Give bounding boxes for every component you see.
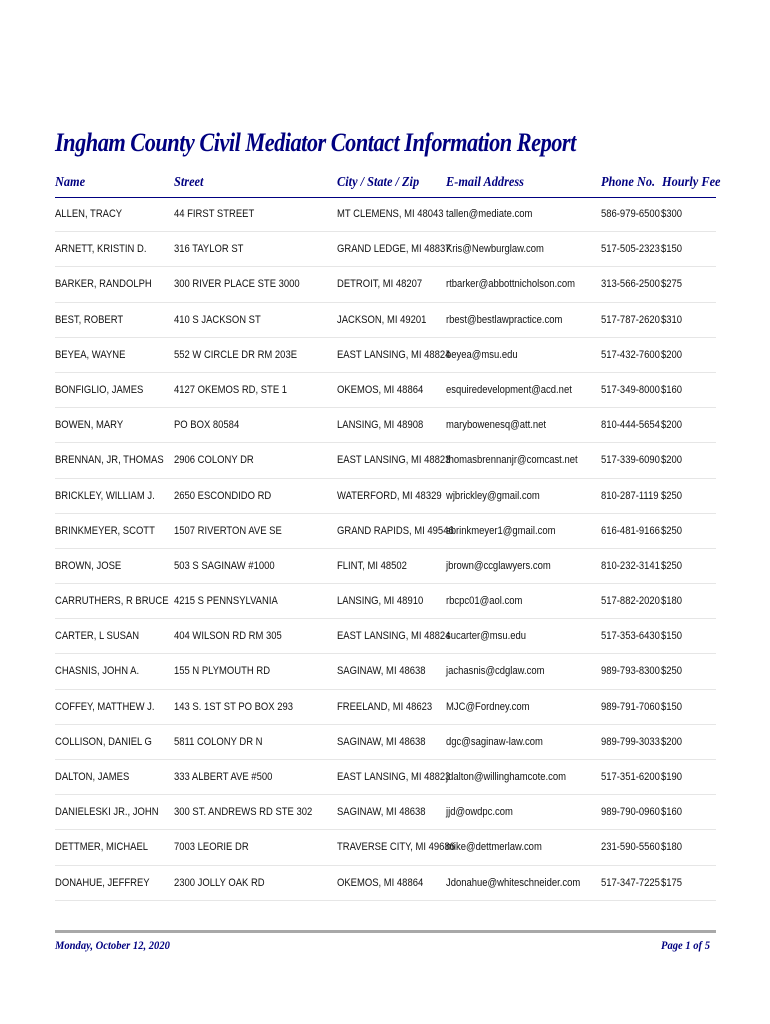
cell-phone: 517-787-2620 [601, 313, 660, 326]
header-city: City / State / Zip [337, 175, 420, 190]
cell-name: BONFIGLIO, JAMES [55, 383, 144, 396]
cell-name: ALLEN, TRACY [55, 208, 123, 220]
cell-fee: $150 [661, 700, 683, 713]
cell-phone: 517-351-6200 [601, 771, 660, 783]
cell-street: 4215 S PENNSYLVANIA [174, 595, 278, 608]
cell-email: esquiredevelopment@acd.net [446, 383, 572, 396]
cell-name: ARNETT, KRISTIN D. [55, 243, 147, 256]
cell-street: 7003 LEORIE DR [174, 841, 249, 854]
footer-page-number: Page 1 of 5 [661, 938, 710, 952]
cell-street: 5811 COLONY DR N [174, 735, 263, 748]
cell-city: EAST LANSING, MI 48823 [337, 771, 451, 783]
cell-email: sbrinkmeyer1@gmail.com [446, 524, 556, 537]
cell-fee: $300 [661, 208, 683, 220]
cell-city: EAST LANSING, MI 48823 [337, 454, 451, 467]
table-row [55, 267, 716, 302]
cell-email: beyea@msu.edu [446, 348, 518, 361]
cell-street: PO BOX 80584 [174, 419, 240, 432]
table-row [55, 654, 716, 689]
cell-city: OKEMOS, MI 48864 [337, 876, 424, 889]
cell-phone: 231-590-5560 [601, 841, 660, 854]
cell-phone: 517-349-8000 [601, 383, 660, 396]
cell-fee: $250 [661, 524, 683, 537]
cell-street: 503 S SAGINAW #1000 [174, 559, 275, 572]
cell-city: GRAND RAPIDS, MI 49546 [337, 524, 454, 537]
cell-name: BOWEN, MARY [55, 419, 124, 432]
cell-city: LANSING, MI 48908 [337, 419, 424, 432]
cell-city: TRAVERSE CITY, MI 49686 [337, 841, 455, 854]
cell-city: OKEMOS, MI 48864 [337, 383, 424, 396]
cell-phone: 517-882-2020 [601, 595, 660, 608]
cell-street: 404 WILSON RD RM 305 [174, 630, 282, 643]
cell-name: BEYEA, WAYNE [55, 348, 126, 361]
header-email: E-mail Address [446, 175, 524, 190]
cell-name: COFFEY, MATTHEW J. [55, 700, 155, 713]
cell-street: 316 TAYLOR ST [174, 243, 244, 256]
cell-fee: $200 [661, 735, 683, 748]
report-title: Ingham County Civil Mediator Contact Information Report [55, 128, 576, 157]
cell-street: 155 N PLYMOUTH RD [174, 665, 271, 678]
header-fee: Hourly Fee [662, 175, 721, 190]
cell-street: 4127 OKEMOS RD, STE 1 [174, 383, 288, 396]
cell-fee: $200 [661, 454, 683, 467]
cell-name: CARRUTHERS, R BRUCE [55, 595, 169, 608]
cell-street: 410 S JACKSON ST [174, 313, 261, 326]
cell-phone: 517-347-7225 [601, 876, 660, 889]
cell-city: FLINT, MI 48502 [337, 559, 407, 572]
cell-city: GRAND LEDGE, MI 48837 [337, 243, 451, 256]
cell-email: jachasnis@cdglaw.com [446, 665, 545, 678]
cell-phone: 517-505-2323 [601, 243, 660, 256]
cell-street: 552 W CIRCLE DR RM 203E [174, 348, 298, 361]
cell-fee: $200 [661, 348, 683, 361]
table-row [55, 549, 716, 584]
cell-fee: $180 [661, 841, 683, 854]
table-row [55, 197, 716, 232]
cell-city: SAGINAW, MI 48638 [337, 735, 426, 748]
table-row [55, 795, 716, 830]
cell-fee: $250 [661, 489, 683, 502]
cell-fee: $310 [661, 313, 683, 326]
cell-fee: $250 [661, 665, 683, 678]
cell-email: jdalton@willinghamcote.com [446, 771, 567, 783]
cell-email: mike@dettmerlaw.com [446, 841, 542, 854]
cell-city: JACKSON, MI 49201 [337, 313, 427, 326]
cell-fee: $160 [661, 806, 683, 819]
cell-email: jjd@owdpc.com [446, 806, 513, 819]
header-phone: Phone No. [601, 175, 656, 190]
cell-fee: $160 [661, 383, 683, 396]
table-row [55, 303, 716, 338]
header-name: Name [55, 175, 86, 190]
cell-email: rbest@bestlawpractice.com [446, 313, 563, 326]
cell-name: BARKER, RANDOLPH [55, 278, 152, 291]
cell-fee: $275 [661, 278, 683, 291]
cell-phone: 989-799-3033 [601, 735, 660, 748]
cell-email: tallen@mediate.com [446, 208, 533, 220]
cell-email: rtbarker@abbottnicholson.com [446, 278, 575, 291]
table-row [55, 866, 716, 901]
cell-name: CARTER, L SUSAN [55, 630, 140, 643]
cell-email: Kris@Newburglaw.com [446, 243, 544, 256]
cell-phone: 810-287-1119 [601, 489, 659, 502]
cell-street: 333 ALBERT AVE #500 [174, 771, 273, 783]
table-row [55, 373, 716, 408]
cell-city: EAST LANSING, MI 48824 [337, 348, 451, 361]
cell-city: WATERFORD, MI 48329 [337, 489, 442, 502]
cell-city: EAST LANSING, MI 48824 [337, 630, 451, 643]
cell-phone: 517-339-6090 [601, 454, 660, 467]
cell-city: LANSING, MI 48910 [337, 595, 424, 608]
cell-city: SAGINAW, MI 48638 [337, 806, 426, 819]
cell-fee: $180 [661, 595, 683, 608]
cell-phone: 989-793-8300 [601, 665, 660, 678]
cell-street: 2906 COLONY DR [174, 454, 254, 467]
cell-street: 300 ST. ANDREWS RD STE 302 [174, 806, 313, 819]
cell-fee: $190 [661, 771, 683, 783]
cell-email: MJC@Fordney.com [446, 700, 530, 713]
cell-city: DETROIT, MI 48207 [337, 278, 423, 291]
cell-phone: 313-566-2500 [601, 278, 660, 291]
table-row [55, 725, 716, 760]
cell-name: BEST, ROBERT [55, 313, 124, 326]
footer-date: Monday, October 12, 2020 [55, 938, 170, 952]
cell-name: DETTMER, MICHAEL [55, 841, 149, 854]
cell-city: MT CLEMENS, MI 48043 [337, 208, 444, 220]
table-row [55, 690, 716, 725]
cell-phone: 989-790-0960 [601, 806, 660, 819]
table-row [55, 443, 716, 478]
cell-email: rbcpc01@aol.com [446, 595, 523, 608]
cell-name: BRICKLEY, WILLIAM J. [55, 489, 155, 502]
cell-city: SAGINAW, MI 48638 [337, 665, 426, 678]
cell-name: DANIELESKI JR., JOHN [55, 806, 159, 819]
table-row [55, 232, 716, 267]
cell-fee: $175 [661, 876, 683, 889]
cell-email: thomasbrennanjr@comcast.net [446, 454, 578, 467]
cell-phone: 517-353-6430 [601, 630, 660, 643]
cell-name: BROWN, JOSE [55, 559, 122, 572]
cell-fee: $150 [661, 630, 683, 643]
table-row [55, 338, 716, 373]
cell-phone: 810-444-5654 [601, 419, 660, 432]
cell-name: DALTON, JAMES [55, 771, 130, 783]
table-row [55, 479, 716, 514]
table-row [55, 584, 716, 619]
cell-phone: 616-481-9166 [601, 524, 660, 537]
cell-phone: 810-232-3141 [601, 559, 660, 572]
cell-name: BRENNAN, JR, THOMAS [55, 454, 164, 467]
table-row [55, 830, 716, 865]
table-row [55, 619, 716, 654]
cell-phone: 517-432-7600 [601, 348, 660, 361]
cell-street: 44 FIRST STREET [174, 208, 255, 220]
table-row [55, 514, 716, 549]
cell-fee: $200 [661, 419, 683, 432]
cell-email: jbrown@ccglawyers.com [446, 559, 551, 572]
cell-fee: $250 [661, 559, 683, 572]
cell-name: BRINKMEYER, SCOTT [55, 524, 155, 537]
header-street: Street [174, 175, 204, 190]
cell-email: wjbrickley@gmail.com [446, 489, 540, 502]
cell-street: 1507 RIVERTON AVE SE [174, 524, 282, 537]
cell-phone: 586-979-6500 [601, 208, 660, 220]
cell-name: DONAHUE, JEFFREY [55, 876, 150, 889]
footer-divider [55, 930, 716, 933]
cell-phone: 989-791-7060 [601, 700, 660, 713]
cell-street: 2650 ESCONDIDO RD [174, 489, 272, 502]
cell-email: dgc@saginaw-law.com [446, 735, 543, 748]
cell-email: sucarter@msu.edu [446, 630, 527, 643]
cell-name: CHASNIS, JOHN A. [55, 665, 140, 678]
cell-street: 300 RIVER PLACE STE 3000 [174, 278, 300, 291]
mediator-table [0, 197, 770, 901]
cell-street: 143 S. 1ST ST PO BOX 293 [174, 700, 294, 713]
table-row [55, 760, 716, 795]
cell-email: Jdonahue@whiteschneider.com [446, 876, 581, 889]
cell-city: FREELAND, MI 48623 [337, 700, 433, 713]
cell-street: 2300 JOLLY OAK RD [174, 876, 265, 889]
table-row [55, 408, 716, 443]
cell-fee: $150 [661, 243, 683, 256]
cell-email: marybowenesq@att.net [446, 419, 547, 432]
cell-name: COLLISON, DANIEL G [55, 735, 152, 748]
